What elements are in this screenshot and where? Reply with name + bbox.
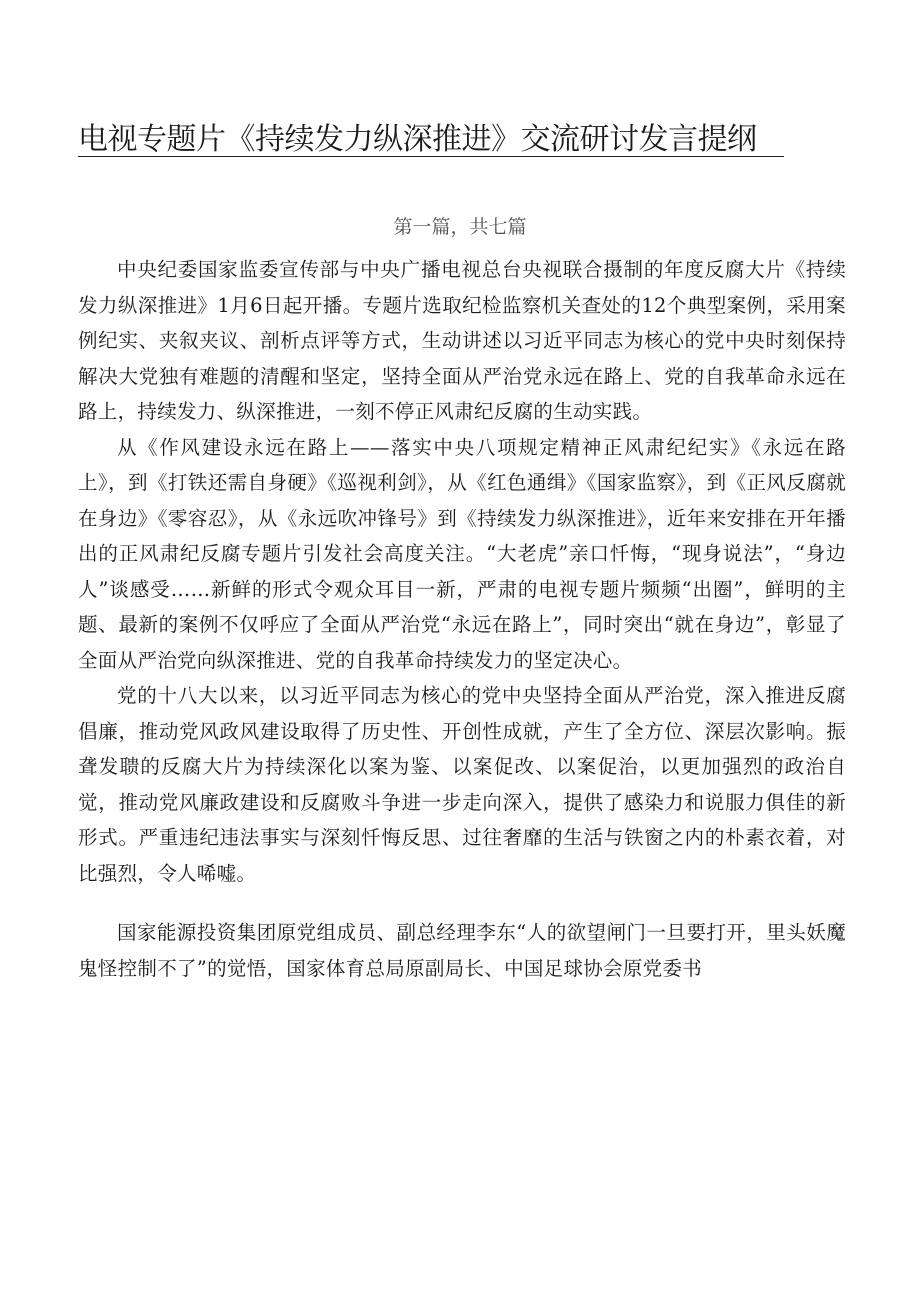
paragraph-4: 国家能源投资集团原党组成员、副总经理李东“人的欲望闸门一旦要打开，里头妖魔鬼怪控制不了”的觉悟，国家体育总局原副局长、中国足球协会原党委书 xyxy=(78,921,846,980)
document-title: 电视专题片《持续发力纵深推进》交流研讨发言提纲 xyxy=(78,122,757,157)
paragraph-2: 从《作风建设永远在路上——落实中央八项规定精神正风肃纪纪实》《永远在路上》，到《打铁还需自身硬》《巡视利剑》，从《红色通缉》《国家监察》，到《正风反腐就在身边》《零容忍》，从《永远吹冲锋号》到《持续发力纵深推进》，近年来安排在开年播出的正风肃纪反腐专题片引发社会高度关注。“大老虎”亲口忏悔，“现身说法”，“身边人”谈感受……新鲜的形式令观众耳目一新，严肃的电视专题片频频“出圈”，鲜明的主题、最新的案例不仅呼应了全面从严治党“永远在路上”，同时突出“就在身边”，彰显了全面从严治党向纵深推进、党的自我革命持续发力的坚定决心。 xyxy=(78,435,846,672)
paragraph-1: 中央纪委国家监委宣传部与中央广播电视总台央视联合摄制的年度反腐大片《持续发力纵深推进》1月6日起开播。专题片选取纪检监察机关查处的12个典型案例，采用案例纪实、夹叙夹议、剖析点评等方式，生动讲述以习近平同志为核心的党中央时刻保持解决大党独有难题的清醒和坚定，坚持全面从严治党永远在路上、党的自我革命永远在路上，持续发力、纵深推进，一刻不停正风肃纪反腐的生动实践。 xyxy=(78,258,846,423)
paragraph-3: 党的十八大以来，以习近平同志为核心的党中央坚持全面从严治党，深入推进反腐倡廉，推动党风政风建设取得了历史性、开创性成就，产生了全方位、深层次影响。振聋发聩的反腐大片为持续深化以案为鉴、以案促改、以案促治，以更加强烈的政治自觉，推动党风廉政建设和反腐败斗争进一步走向深入，提供了感染力和说服力俱佳的新形式。严重违纪违法事实与深刻忏悔反思、过往奢靡的生活与铁窗之内的朴素衣着，对比强烈，令人唏嘘。 xyxy=(78,684,846,885)
document-body xyxy=(78,252,846,986)
part-label: 第一篇，共七篇 xyxy=(393,216,527,238)
title-underline xyxy=(78,156,784,157)
